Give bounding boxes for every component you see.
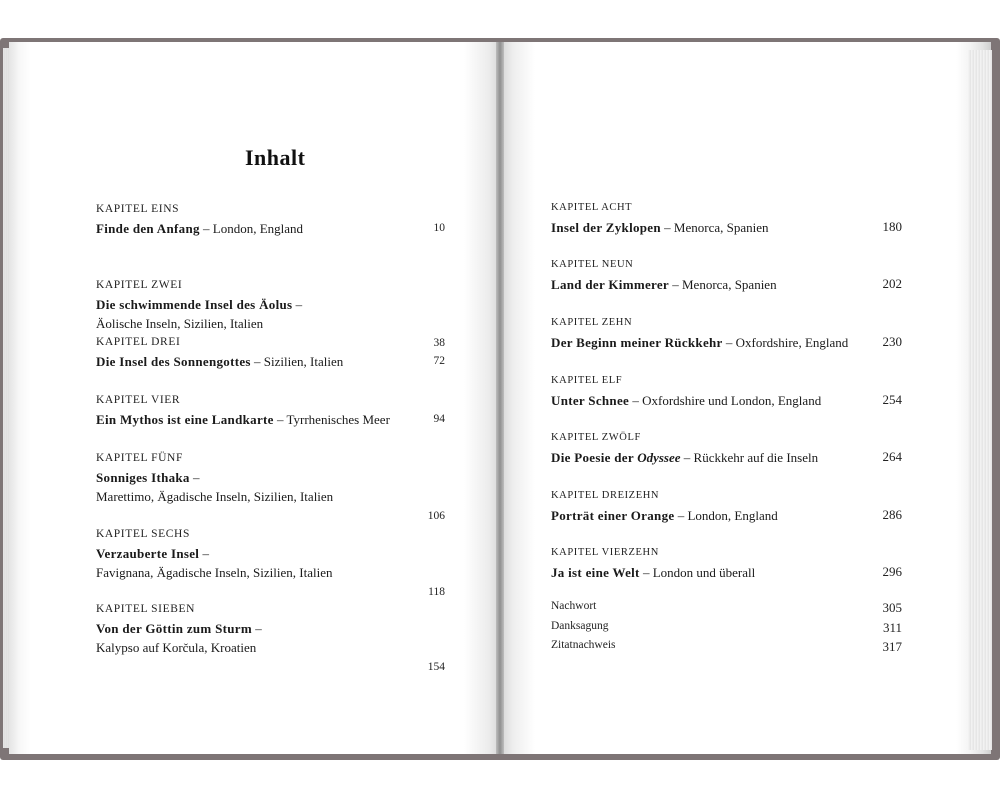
chapter-location: – Oxfordshire und London, England	[629, 393, 822, 408]
page-number: 94	[433, 413, 445, 425]
page-number: 10	[433, 222, 445, 234]
page-edges-right	[968, 50, 992, 750]
chapter-label: KAPITEL SIEBEN	[96, 603, 196, 615]
chapter-label: KAPITEL EINS	[96, 203, 180, 215]
chapter-location-line: Favignana, Ägadische Inseln, Sizilien, Italien	[96, 565, 333, 580]
chapter-location: – London und überall	[639, 565, 756, 580]
chapter-title	[551, 563, 755, 582]
page-number: 317	[882, 639, 902, 654]
chapter-label: KAPITEL VIER	[96, 394, 181, 406]
page-number: 106	[427, 510, 445, 522]
chapter-label: KAPITEL VIERZEHN	[551, 547, 659, 558]
chapter-label: KAPITEL DREIZEHN	[551, 490, 660, 501]
chapter-title-bold: Unter Schnee	[551, 393, 630, 408]
chapter-location: –	[292, 297, 303, 312]
chapter-label: KAPITEL ZWÖLF	[551, 432, 641, 443]
chapter-title	[551, 391, 821, 410]
toc-entry	[551, 374, 821, 410]
chapter-location: – Menorca, Spanien	[660, 220, 769, 235]
toc-entry	[96, 451, 333, 506]
chapter-title	[96, 295, 302, 314]
chapter-location-line: Marettimo, Ägadische Inseln, Sizilien, Italien	[96, 489, 334, 504]
page-number: 286	[882, 507, 902, 522]
chapter-title-bold: Der Beginn meiner Rückkehr	[551, 335, 723, 350]
toc-entry	[551, 258, 777, 294]
toc-entry	[551, 489, 778, 525]
chapter-title	[96, 619, 262, 638]
toc-entry	[551, 431, 818, 467]
chapter-location: –	[252, 621, 262, 636]
chapter-location: –	[189, 470, 200, 485]
chapter-title-bold: Von der Göttin zum Sturm	[96, 621, 252, 636]
toc-entry	[96, 602, 262, 657]
page-number: 254	[882, 392, 902, 407]
toc-entry	[96, 278, 302, 333]
back-matter-label: Danksagung	[551, 620, 609, 632]
chapter-title-bold: Insel der Zyklopen	[551, 220, 661, 235]
chapter-label: KAPITEL ELF	[551, 375, 623, 386]
back-matter-label: Nachwort	[551, 600, 597, 612]
chapter-location: – London, England	[674, 508, 778, 523]
toc-entry	[551, 316, 848, 352]
page-number: 72	[433, 355, 445, 367]
chapter-title-bold: Porträt einer Orange	[551, 508, 675, 523]
toc-entry	[96, 202, 303, 238]
chapter-title	[551, 333, 848, 352]
chapter-label: KAPITEL ZEHN	[551, 317, 633, 328]
chapter-location-line: Äolische Inseln, Sizilien, Italien	[96, 316, 264, 331]
chapter-label: KAPITEL ACHT	[551, 202, 633, 213]
page-number: 118	[428, 586, 445, 598]
chapter-title-bold: Finde den Anfang	[96, 221, 200, 236]
chapter-title-bold: Land der Kimmerer	[551, 277, 669, 292]
chapter-location: – Oxfordshire, England	[722, 335, 849, 350]
page-title: Inhalt	[245, 145, 306, 170]
chapter-title	[96, 352, 343, 371]
chapter-title-bold: Sonniges Ithaka	[96, 470, 190, 485]
chapter-location: – Tyrrhenisches Meer	[273, 412, 390, 427]
chapter-title-bold: Die Insel des Sonnengottes	[96, 354, 251, 369]
chapter-title-bold: Verzauberte Insel	[96, 546, 200, 561]
page-number: 230	[882, 334, 902, 349]
chapter-title	[551, 218, 769, 237]
page-number: 296	[882, 564, 902, 579]
toc-entry	[96, 393, 390, 429]
chapter-label: KAPITEL NEUN	[551, 259, 634, 270]
chapter-location: – Menorca, Spanien	[669, 277, 777, 292]
page-number: 154	[427, 661, 445, 673]
chapter-location-line: Kalypso auf Korčula, Kroatien	[96, 640, 257, 655]
chapter-title	[96, 410, 390, 429]
toc-entry	[551, 546, 755, 582]
page-number: 180	[882, 219, 902, 234]
chapter-title-bold: Ein Mythos ist eine Landkarte	[96, 412, 274, 427]
chapter-location: – Rückkehr auf die Inseln	[680, 450, 819, 465]
chapter-title	[551, 506, 778, 525]
toc-entry	[96, 527, 332, 582]
chapter-location: – Sizilien, Italien	[250, 354, 344, 369]
chapter-location: – London, England	[199, 221, 304, 236]
chapter-location: –	[199, 546, 209, 561]
chapter-title-bold: Die schwimmende Insel des Äolus	[96, 297, 293, 312]
chapter-label: KAPITEL SECHS	[96, 528, 190, 540]
page-number: 264	[882, 449, 902, 464]
chapter-title-bold: Ja ist eine Welt	[551, 565, 640, 580]
chapter-title-italic: Odyssee	[637, 450, 681, 465]
page-number: 202	[882, 276, 902, 291]
back-matter-label: Zitatnachweis	[551, 639, 616, 651]
toc-entry	[96, 335, 343, 371]
page-number: 38	[433, 337, 445, 349]
chapter-title	[96, 468, 333, 487]
chapter-label: KAPITEL FÜNF	[96, 452, 183, 464]
chapter-title	[551, 275, 777, 294]
chapter-title	[551, 448, 818, 467]
page-number: 311	[882, 620, 902, 635]
chapter-label: KAPITEL ZWEI	[96, 279, 183, 291]
chapter-title	[96, 544, 332, 563]
book-spine	[496, 42, 504, 754]
toc-entry	[551, 201, 769, 237]
page-number: 305	[882, 600, 902, 615]
chapter-label: KAPITEL DREI	[96, 336, 181, 348]
chapter-title	[96, 219, 303, 238]
chapter-title-bold: Die Poesie der	[551, 450, 638, 465]
